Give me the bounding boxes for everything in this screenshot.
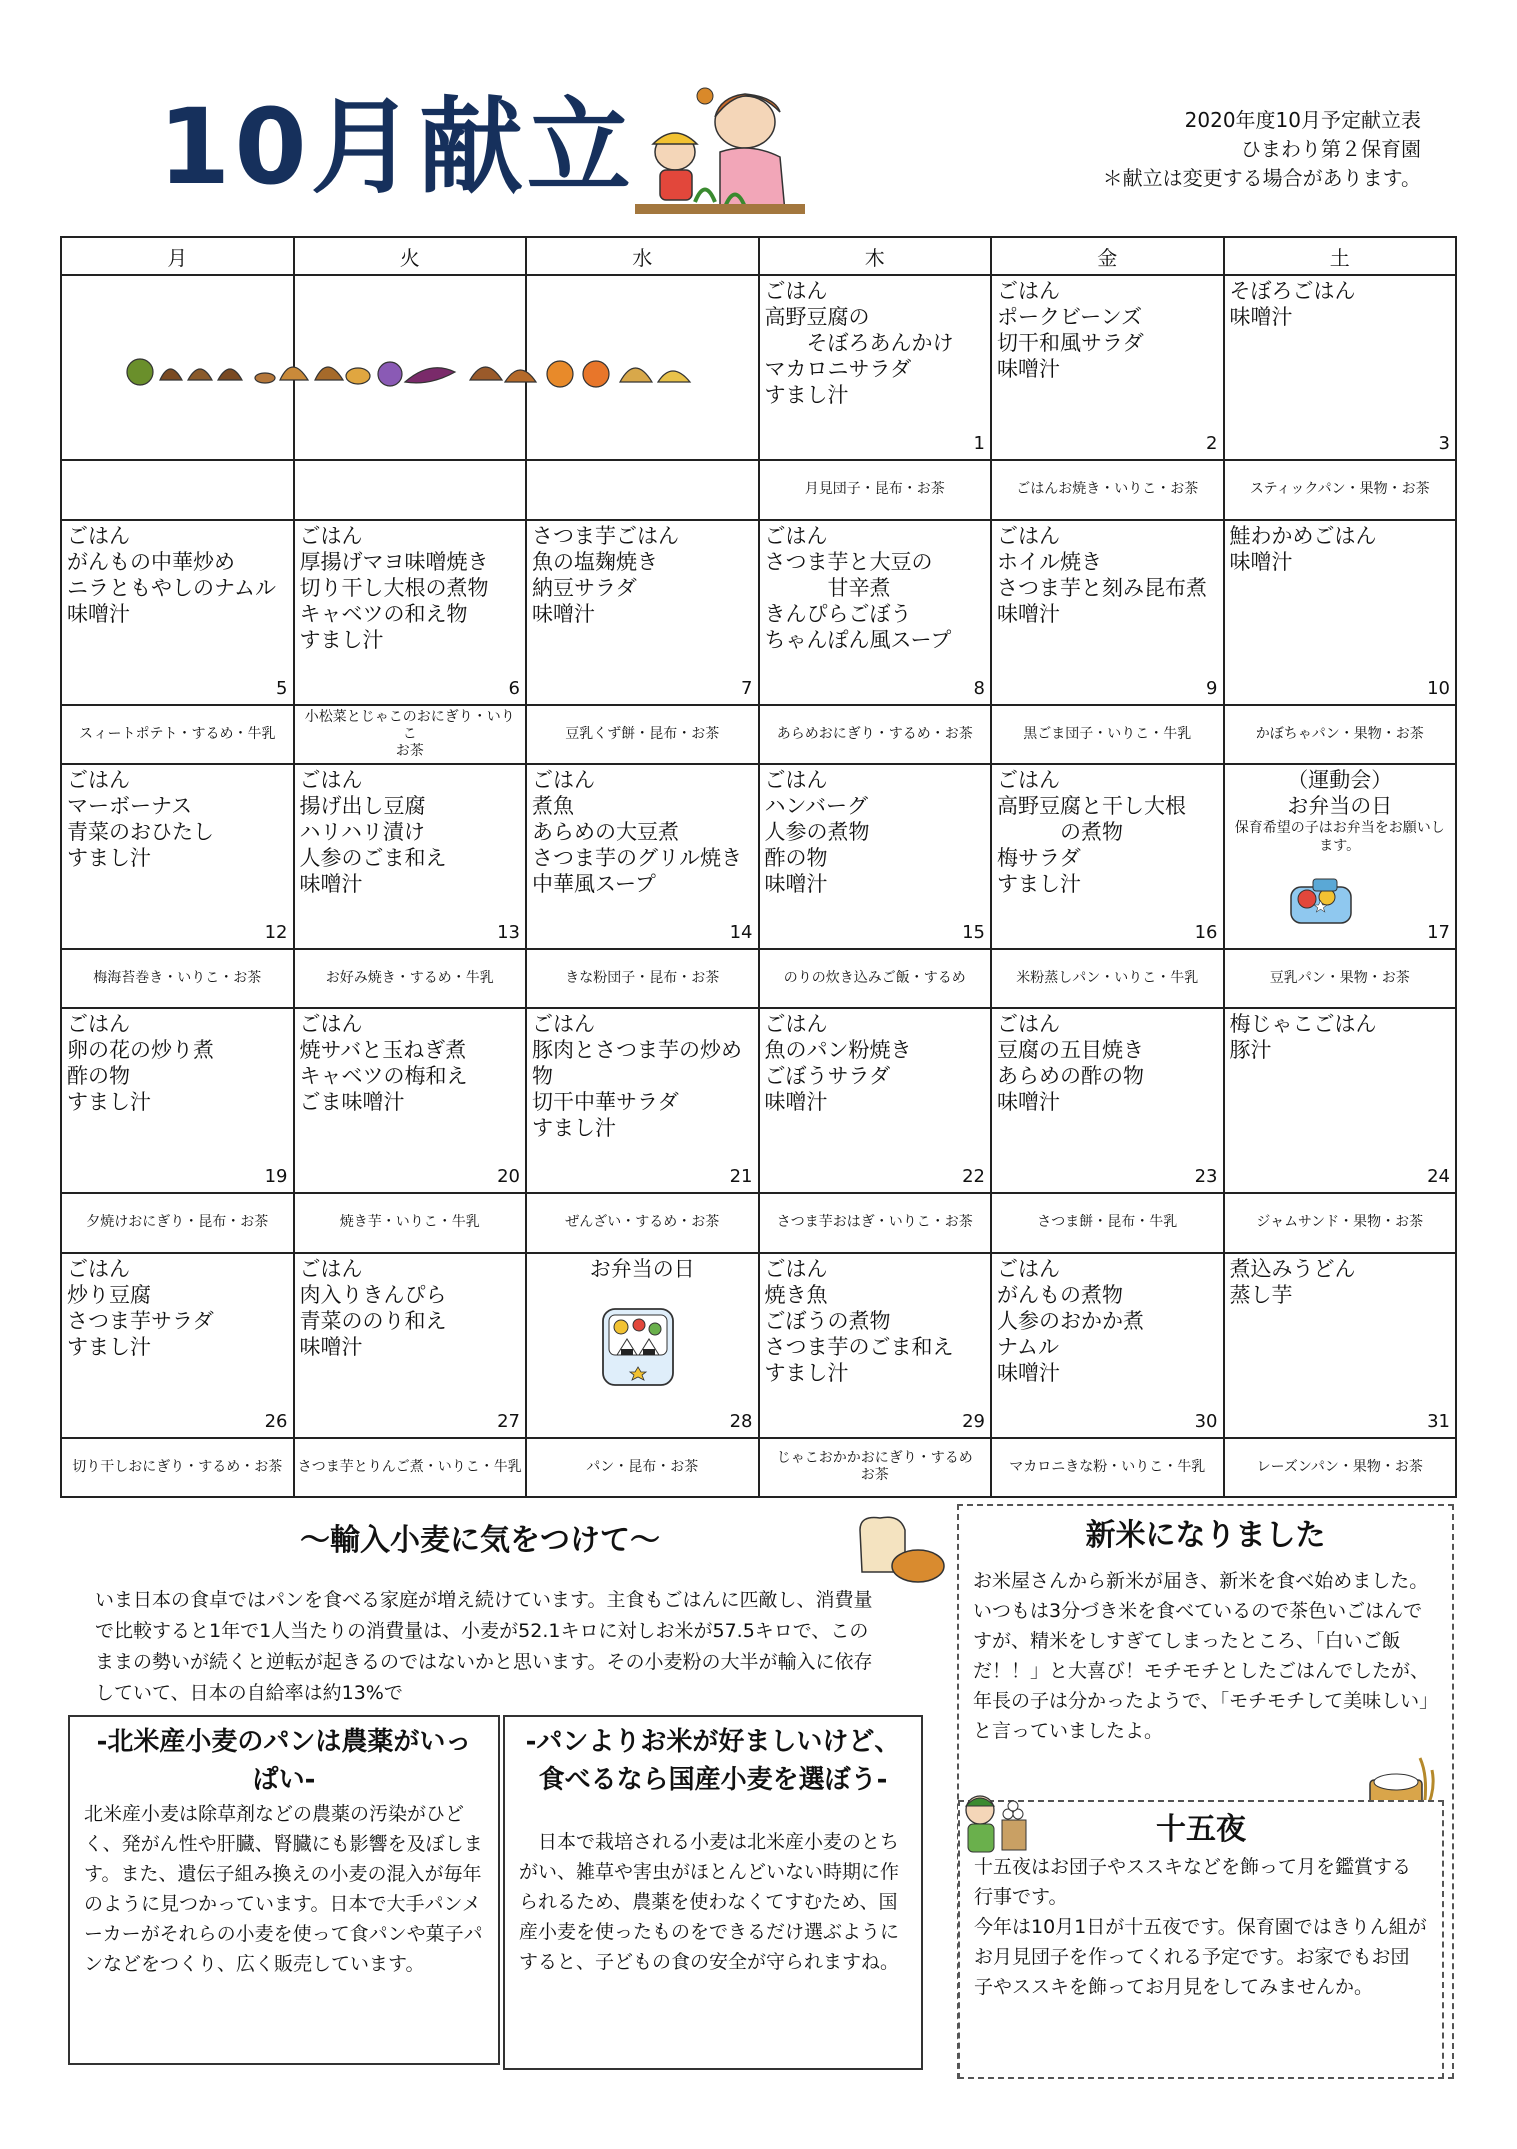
- menu-item: ニラともやしのナムル: [67, 575, 276, 600]
- menu-item: 味噌汁: [299, 871, 363, 896]
- menu-item: 高野豆腐と干し大根: [997, 793, 1186, 818]
- snack-line: お茶: [395, 742, 424, 759]
- menu-item: 焼き魚: [764, 1282, 828, 1307]
- day-number: 1: [973, 433, 985, 455]
- menu-item: すまし汁: [299, 627, 384, 652]
- weekday-fri: 金: [991, 237, 1224, 275]
- wheat-intro-text: いま日本の食卓ではパンを食べる家庭が増え続けています。主食もごはんに匹敵し、消費量で比較すると1年で1人当たりの消費量は、小麦が52.1キロに対しお米が57.5キロで、このままの勢いが続くと逆転が起きるのではないかと思います。その小麦粉の大半が輸入に依存していて、日本の自給率は約13%で: [95, 1589, 873, 1704]
- snack-cell: スティックパン・果物・お茶: [1224, 460, 1457, 519]
- snack-cell: お好み焼き・するめ・牛乳: [294, 949, 527, 1008]
- week-4-menu-row: [61, 1008, 1456, 1193]
- menu-item: ごはん: [67, 1256, 130, 1281]
- day-number: 12: [264, 921, 288, 943]
- menu-item: キャベツの和え物: [299, 601, 468, 626]
- menu-item: ポークビーンズ: [997, 305, 1143, 330]
- day-number: 7: [741, 677, 753, 699]
- menu-item: ごはん: [299, 767, 363, 792]
- menu-item: さつま芋サラダ: [67, 1308, 214, 1333]
- snack-line: 小松菜とじゃこのおにぎり・いり: [304, 708, 515, 725]
- snack-cell: 豆乳くず餅・昆布・お茶: [526, 705, 759, 764]
- snack-cell: 月見団子・昆布・お茶: [759, 460, 992, 519]
- week-5-snack-row: [61, 1438, 1456, 1497]
- menu-item: 卵の花の炒り煮: [67, 1038, 214, 1063]
- snack-cell: 梅海苔巻き・いりこ・お茶: [61, 949, 294, 1008]
- snack-cell: さつま芋とりんご煮・いりこ・牛乳: [294, 1438, 527, 1497]
- menu-item: ごはん: [67, 1012, 130, 1037]
- day-number: 3: [1438, 433, 1450, 455]
- page-title: 10月献立: [158, 86, 635, 208]
- snack-cell: 黒ごま団子・いりこ・牛乳: [991, 705, 1224, 764]
- menu-calendar: [60, 236, 1457, 1498]
- menu-item: 厚揚げマヨ味噌焼き: [299, 549, 489, 574]
- menu-item: ごはん: [532, 767, 595, 792]
- snack-cell: パン・昆布・お茶: [526, 1438, 759, 1497]
- day-cell-23: [991, 1008, 1224, 1193]
- menu-item: あらめの大豆煮: [532, 819, 679, 844]
- snack-cell: きな粉団子・昆布・お茶: [526, 949, 759, 1008]
- week-3-menu-row: [61, 764, 1456, 949]
- box-title: 十五夜: [1156, 1812, 1246, 1847]
- menu-item: 味噌汁: [764, 871, 828, 896]
- day-cell-31: [1224, 1253, 1457, 1438]
- menu-item: ごぼうサラダ: [764, 1064, 891, 1089]
- day-number: 26: [264, 1410, 288, 1432]
- menu-item: 煮魚: [532, 793, 574, 818]
- day-number: 30: [1194, 1410, 1218, 1432]
- menu-item: 味噌汁: [1229, 549, 1293, 574]
- week-3-snack-row: [61, 949, 1456, 1008]
- menu-item: ごはん: [997, 767, 1060, 792]
- menu-item: すまし汁: [67, 845, 151, 870]
- snack-cell: ごはんお焼き・いりこ・お茶: [991, 460, 1224, 519]
- day-cell-20: [294, 1008, 527, 1193]
- menu-item: 蒸し芋: [1229, 1282, 1293, 1307]
- menu-item: 切り干し大根の煮物: [299, 575, 489, 600]
- snack-cell: 切り干しおにぎり・するめ・お茶: [61, 1438, 294, 1497]
- day-number: 27: [497, 1410, 520, 1432]
- menu-item: 酢の物: [67, 1064, 130, 1089]
- day-cell-3: [1224, 275, 1457, 460]
- menu-item: すまし汁: [997, 871, 1081, 896]
- moon-viewing-child-illustration: [950, 1780, 1040, 1870]
- menu-item: さつま芋のグリル焼き: [532, 845, 742, 870]
- box-text: 十五夜はお団子やススキなどを飾って月を鑑賞する行事です。 今年は10月1日が十五夜です。保育園ではきりん組がお月見団子を作ってくれる予定です。お家でもお団子やススキを飾ってお月見をしてみませんか。: [974, 1856, 1427, 1998]
- change-notice: ＊献立は変更する場合があります。: [1102, 166, 1421, 190]
- day-cell-17: [1224, 764, 1457, 949]
- menu-item: さつま芋と刻み昆布煮: [997, 575, 1207, 600]
- menu-item: きんぴらごぼう: [764, 601, 912, 626]
- snack-cell: かぼちゃパン・果物・お茶: [1224, 705, 1457, 764]
- day-number: 2: [1206, 433, 1218, 455]
- snack-cell: あらめおにぎり・するめ・お茶: [759, 705, 992, 764]
- snack-cell-empty: [61, 460, 294, 519]
- menu-item: 焼サバと玉ねぎ煮: [299, 1038, 467, 1063]
- gardening-illustration: [625, 82, 815, 222]
- plan-year-label: 2020年度10月予定献立表: [1184, 108, 1421, 132]
- menu-item: ごはん: [67, 767, 130, 792]
- day-cell-10: [1224, 520, 1457, 705]
- menu-item: 煮込みうどん: [1229, 1256, 1356, 1281]
- snack-cell: [759, 1438, 992, 1497]
- menu-item: ごはん: [997, 1012, 1060, 1037]
- menu-item: 梅じゃこごはん: [1229, 1012, 1377, 1037]
- wheat-section-title: ～輸入小麦に気をつけて～: [300, 1523, 660, 1558]
- day-number: 13: [497, 921, 520, 943]
- menu-item: そぼろあんかけ: [764, 331, 954, 356]
- snack-cell: ぜんざい・するめ・お茶: [526, 1193, 759, 1252]
- weekday-mon: 月: [61, 237, 294, 275]
- day-number: 19: [264, 1166, 288, 1188]
- day-cell-30: [991, 1253, 1224, 1438]
- bento-box-icon: [597, 1299, 679, 1391]
- menu-item: ごま味噌汁: [299, 1090, 405, 1115]
- menu-item: 味噌汁: [67, 601, 130, 626]
- day-cell-24: [1224, 1008, 1457, 1193]
- menu-item: 物: [532, 1064, 553, 1089]
- day-number: 10: [1427, 677, 1450, 699]
- menu-item: 肉入りきんぴら: [299, 1282, 447, 1307]
- day-cell-12: [61, 764, 294, 949]
- menu-item: すまし汁: [764, 383, 849, 408]
- bento-day-label: お弁当の日: [589, 1256, 695, 1281]
- menu-item: マーボーナス: [67, 793, 193, 818]
- day-cell-8: [759, 520, 992, 705]
- snack-cell: 夕焼けおにぎり・昆布・お茶: [61, 1193, 294, 1252]
- snack-cell: ジャムサンド・果物・お茶: [1224, 1193, 1457, 1252]
- menu-item: 味噌汁: [1229, 305, 1293, 330]
- day-number: 6: [508, 677, 520, 699]
- menu-item: 味噌汁: [997, 1090, 1060, 1115]
- day-number: 8: [973, 677, 985, 699]
- menu-item: 鮭わかめごはん: [1229, 523, 1377, 548]
- snack-line: こ: [402, 725, 417, 742]
- snack-line: じゃこおかかおにぎり・するめ: [776, 1450, 973, 1467]
- menu-item: さつま芋ごはん: [532, 523, 679, 548]
- sports-day-label: （運動会）: [1287, 767, 1393, 792]
- day-cell-26: [61, 1253, 294, 1438]
- menu-item: ごはん: [764, 279, 828, 304]
- day-cell-27: [294, 1253, 527, 1438]
- day-number: 22: [962, 1166, 985, 1188]
- day-cell-29: [759, 1253, 992, 1438]
- menu-item: ごはん: [299, 523, 363, 548]
- day-cell-14: [526, 764, 759, 949]
- day-number: 23: [1194, 1166, 1218, 1188]
- menu-item: すまし汁: [532, 1116, 616, 1141]
- menu-item: 味噌汁: [997, 1360, 1060, 1385]
- menu-item: ごはん: [997, 1256, 1060, 1281]
- menu-item: ハンバーグ: [764, 793, 869, 818]
- snack-cell: [294, 705, 527, 764]
- day-number: 21: [729, 1166, 753, 1188]
- box-title: -パンよりお米が好ましいけど、食べるなら国産小麦を選ぼう-: [525, 1727, 901, 1795]
- box-text: お米屋さんから新米が届き、新米を食べ始めました。いつもは3分づき米を食べているので茶色いごはんですが、精米をしすぎてしまったところ、「白いご飯だ！！」と大喜び！モチモチとしたごはんでしたが、年長の子は分かったようで、「モチモチして美味しい」と言っていましたよ。: [973, 1570, 1430, 1742]
- menu-item: 味噌汁: [764, 1090, 828, 1115]
- day-cell-16: [991, 764, 1224, 949]
- day-cell-15: [759, 764, 992, 949]
- snack-cell: のりの炊き込みご飯・するめ: [759, 949, 992, 1008]
- week-5-menu-row: [61, 1253, 1456, 1438]
- menu-item: 味噌汁: [997, 357, 1060, 382]
- day-cell-1: [759, 275, 992, 460]
- menu-item: すまし汁: [67, 1334, 151, 1359]
- menu-item: そぼろごはん: [1229, 279, 1356, 304]
- bento-day-label: お弁当の日: [1287, 793, 1393, 818]
- snack-cell: 豆乳パン・果物・お茶: [1224, 949, 1457, 1008]
- day-cell-9: [991, 520, 1224, 705]
- box-title: 新米になりました: [1085, 1518, 1326, 1553]
- menu-item: 豚汁: [1229, 1038, 1272, 1063]
- day-number: 29: [962, 1410, 985, 1432]
- snack-cell-empty: [294, 460, 527, 519]
- menu-item: ごぼうの煮物: [764, 1308, 891, 1333]
- menu-item: 切干和風サラダ: [997, 331, 1144, 356]
- day-number: 20: [497, 1166, 520, 1188]
- autumn-food-illustration: [60, 340, 750, 400]
- box-title: -北米産小麦のパンは農薬がいっぱい-: [96, 1727, 472, 1795]
- menu-item: ごはん: [764, 1256, 828, 1281]
- menu-item: ハリハリ漬け: [299, 819, 425, 844]
- day-number: 15: [962, 921, 985, 943]
- menu-item: ごはん: [764, 1012, 828, 1037]
- day-cell-19: [61, 1008, 294, 1193]
- menu-item: ごはん: [299, 1012, 363, 1037]
- day-cell-28: [526, 1253, 759, 1438]
- menu-item: 魚の塩麹焼き: [532, 549, 658, 574]
- weekday-thu: 木: [759, 237, 992, 275]
- menu-item: 酢の物: [764, 845, 828, 870]
- menu-item: ごはん: [764, 523, 828, 548]
- menu-item: ナムル: [997, 1334, 1059, 1359]
- day-number: 28: [729, 1410, 753, 1432]
- menu-item: 炒り豆腐: [67, 1282, 151, 1307]
- menu-item: さつま芋のごま和え: [764, 1334, 954, 1359]
- day-number: 17: [1427, 921, 1450, 943]
- snack-cell-empty: [526, 460, 759, 519]
- snack-line: お茶: [860, 1467, 889, 1484]
- menu-item: 甘辛煮: [764, 575, 891, 600]
- day-number: 5: [276, 677, 288, 699]
- day-cell-13: [294, 764, 527, 949]
- menu-item: ごはん: [299, 1256, 363, 1281]
- menu-item: あらめの酢の物: [997, 1064, 1144, 1089]
- menu-item: 味噌汁: [532, 601, 595, 626]
- week-2-snack-row: [61, 705, 1456, 764]
- menu-item: ごはん: [764, 767, 828, 792]
- wheat-box-north-america: [68, 1715, 500, 2065]
- wheat-box-domestic: [503, 1715, 923, 2070]
- menu-item: 高野豆腐の: [764, 305, 870, 330]
- week-2-menu-row: [61, 520, 1456, 705]
- menu-item: 梅サラダ: [997, 845, 1081, 870]
- header-info: [1103, 106, 1421, 193]
- menu-item: 味噌汁: [997, 601, 1060, 626]
- menu-item: 青菜のおひたし: [67, 819, 214, 844]
- menu-item: ホイル焼き: [997, 549, 1102, 574]
- menu-item: 魚のパン粉焼き: [764, 1038, 912, 1063]
- day-number: 16: [1194, 921, 1218, 943]
- snack-cell: 焼き芋・いりこ・牛乳: [294, 1193, 527, 1252]
- snack-cell: 米粉蒸しパン・いりこ・牛乳: [991, 949, 1224, 1008]
- box-text: 日本で栽培される小麦は北米産小麦のとちがい、雑草や害虫がほとんどいない時期に作られるため、農薬を使わなくてすむため、国産小麦を使ったものをできるだけ選ぶようにすると、子どもの食の安全が守られますね。: [519, 1831, 900, 1973]
- menu-item: 切干中華サラダ: [532, 1090, 679, 1115]
- menu-item: 人参の煮物: [764, 819, 870, 844]
- menu-item: の煮物: [997, 819, 1123, 844]
- menu-item: 人参のおかか煮: [997, 1308, 1144, 1333]
- snack-cell: さつま芋おはぎ・いりこ・お茶: [759, 1193, 992, 1252]
- box-text: 北米産小麦は除草剤などの農薬の汚染がひどく、発がん性や肝臓、腎臓にも影響を及ぼします。また、遺伝子組み換えの小麦の混入が毎年のように見つかっています。日本で大手パンメーカーがそれらの小麦を使って食パンや菓子パンなどをつくり、広く販売しています。: [84, 1803, 483, 1975]
- menu-item: 揚げ出し豆腐: [299, 793, 426, 818]
- menu-item: さつま芋と大豆の: [764, 549, 933, 574]
- menu-item: すまし汁: [764, 1360, 849, 1385]
- lunchbox-icon: [1287, 877, 1355, 927]
- day-number: 31: [1427, 1410, 1450, 1432]
- day-cell-21: [526, 1008, 759, 1193]
- bento-note: 保育希望の子はお弁当をお願いします。: [1234, 819, 1445, 854]
- menu-item: ごはん: [67, 523, 130, 548]
- menu-item: 納豆サラダ: [532, 575, 637, 600]
- menu-item: がんもの煮物: [997, 1282, 1123, 1307]
- menu-item: 味噌汁: [299, 1334, 363, 1359]
- day-cell-5: [61, 520, 294, 705]
- week-4-snack-row: [61, 1193, 1456, 1252]
- weekday-header-row: [61, 237, 1456, 275]
- day-cell-2: [991, 275, 1224, 460]
- menu-item: 豚肉とさつま芋の炒め: [532, 1038, 742, 1063]
- menu-item: ごはん: [997, 523, 1060, 548]
- nursery-name: ひまわり第２保育園: [1241, 137, 1421, 161]
- snack-cell: マカロニきな粉・いりこ・牛乳: [991, 1438, 1224, 1497]
- menu-item: ごはん: [532, 1012, 595, 1037]
- menu-item: ごはん: [997, 279, 1060, 304]
- weekday-tue: 火: [294, 237, 527, 275]
- day-cell-22: [759, 1008, 992, 1193]
- snack-cell: スィートポテト・するめ・牛乳: [61, 705, 294, 764]
- weekday-wed: 水: [526, 237, 759, 275]
- week-1-snack-row: [61, 460, 1456, 519]
- day-number: 14: [729, 921, 753, 943]
- menu-item: 中華風スープ: [532, 871, 656, 896]
- menu-item: すまし汁: [67, 1090, 151, 1115]
- snack-cell: レーズンパン・果物・お茶: [1224, 1438, 1457, 1497]
- menu-item: マカロニサラダ: [764, 357, 912, 382]
- day-cell-7: [526, 520, 759, 705]
- weekday-sat: 土: [1224, 237, 1457, 275]
- menu-item: 人参のごま和え: [299, 845, 447, 870]
- menu-item: キャベツの梅和え: [299, 1064, 468, 1089]
- menu-item: 豆腐の五目焼き: [997, 1038, 1144, 1063]
- snack-cell: さつま餅・昆布・牛乳: [991, 1193, 1224, 1252]
- day-number: 9: [1206, 677, 1218, 699]
- menu-item: がんもの中華炒め: [67, 549, 235, 574]
- menu-item: ちゃんぽん風スープ: [764, 627, 952, 652]
- bread-icon: [850, 1510, 950, 1590]
- day-cell-6: [294, 520, 527, 705]
- menu-item: 青菜ののり和え: [299, 1308, 447, 1333]
- day-number: 24: [1427, 1166, 1450, 1188]
